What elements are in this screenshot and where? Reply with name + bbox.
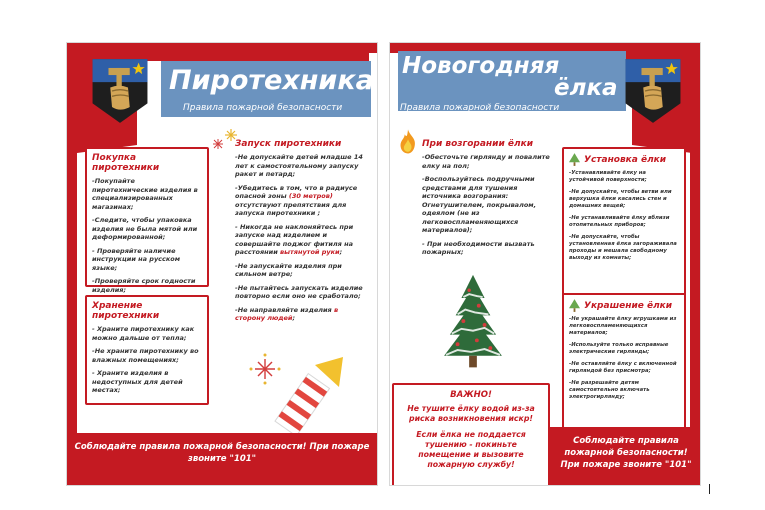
footer-banner	[550, 427, 701, 485]
ignition-item: - При необходимости вызвать пожарных;	[422, 239, 535, 256]
decoration-item: -Не оставляйте ёлку с включенной гирляндой без присмотра;	[569, 361, 677, 374]
crest-emblem-icon	[622, 55, 684, 127]
danger-radius-highlight: (30 метров)	[288, 192, 333, 200]
launch-item: -Убедитесь в том, что в радиусе опасной зоны (30 метров) отсутствуют препятствия для запуска пиротехники ;	[235, 183, 358, 217]
tree-mini-icon	[569, 153, 580, 166]
storage-title: Хранение пиротехники	[92, 301, 160, 321]
purchase-title: Покупка пиротехники	[92, 153, 160, 173]
footer-text: Соблюдайте правила пожарной безопасности! При пожаре звоните "101"	[560, 436, 692, 470]
warning-title: ВАЖНО!	[450, 390, 492, 400]
storage-item: - Храните изделия в недоступных для детей местах;	[92, 369, 183, 394]
installation-item: -Не устанавливайте ёлку вблизи отопительных приборов;	[569, 215, 670, 228]
ignition-item: -Воспользуйтесь подручными средствами для тушения источника возгорания: Огнетушителем, покрывалом, одеялом (не из легковоспламеняющихся материалов);	[422, 175, 537, 234]
ignition-item: -Обесточьте гирлянду и повалите елку на пол;	[422, 153, 550, 170]
purchase-item: - Проверяйте наличие инструкции на русском языке;	[92, 246, 181, 272]
warning-text: Если ёлка не поддается тушению - покиньте помещение и вызовите пожарную службу!	[416, 430, 526, 469]
footer-text: Соблюдайте правила пожарной безопасности! При пожаре звоните "101"	[74, 442, 370, 464]
purchase-item: -Покупайте пиротехнические изделия в специализированных магазинах;	[92, 177, 198, 211]
decoration-item: -Не разрешайте детям самостоятельно включать электрогирлянду;	[569, 380, 650, 400]
page-title-line2: ёлка	[554, 75, 618, 101]
top-red-stripe	[67, 43, 377, 53]
page-subtitle: Правила пожарной безопасности	[183, 103, 343, 113]
storage-item: -Не храните пиротехнику во влажных помещениях;	[92, 347, 199, 364]
installation-item: -Устанавливайте ёлку на устойчивой поверхности;	[569, 170, 647, 183]
decoration-title: Украшение ёлки	[584, 300, 673, 311]
page-title-line1: Новогодняя	[402, 53, 560, 79]
christmas-tree-icon	[434, 271, 512, 377]
left-red-stripe	[67, 43, 77, 485]
storage-panel	[85, 295, 209, 405]
ignition-title: При возгорании ёлки	[422, 139, 533, 149]
warning-panel	[392, 383, 550, 486]
launch-item: -Не направляйте изделия в сторону людей;	[235, 305, 339, 322]
launch-item: -Не пытайтесь запускать изделие повторно если оно не сработало;	[235, 283, 363, 300]
installation-title: Установка ёлки	[584, 154, 667, 165]
launch-item: -Не допускайте детей младше 14 лет к самостоятельному запуску ракет и петард;	[235, 153, 363, 178]
decoration-item: -Используйте только исправные электрические гирлянды;	[569, 342, 669, 355]
installation-item: -Не допускайте, чтобы ветви или верхушка ёлки касались стен и домашних вещей;	[569, 189, 672, 209]
tree-mini-icon	[569, 299, 580, 312]
decoration-panel	[562, 293, 686, 429]
footer-banner	[67, 433, 377, 485]
installation-panel	[562, 147, 686, 297]
launch-section	[235, 139, 369, 328]
ignition-section	[422, 139, 550, 262]
new-year-tree-poster	[389, 42, 701, 486]
installation-item: -Не допускайте, чтобы установленная ёлка загораживала проходы и мешала свободному выходу из комнаты;	[569, 234, 677, 261]
launch-title: Запуск пиротехники	[235, 139, 342, 149]
purchase-item: -Проверяйте срок годности изделия;	[92, 277, 196, 294]
launch-item: - Никогда не наклоняйтесь при запуске над изделием и совершайте поджог фитиля на расстоянии вытянутой руки;	[235, 222, 354, 256]
storage-item: - Храните пиротехнику как можно дальше от тепла;	[92, 325, 195, 342]
pyrotechnics-poster	[66, 42, 378, 486]
warning-text: Не тушите ёлку водой из-за риска возникновения искр!	[407, 404, 535, 423]
page-title: Пиротехника	[169, 65, 374, 96]
decoration-item: -Не украшайте ёлку игрушками из легковоспламеняющихся материалов;	[569, 316, 677, 336]
purchase-panel	[85, 147, 209, 294]
purchase-item: -Следите, чтобы упаковка изделия не была мятой или деформированной;	[92, 216, 198, 241]
arm-length-highlight: вытянутой руки	[280, 248, 340, 256]
crest-emblem-icon	[89, 55, 151, 127]
launch-item: -Не запускайте изделия при сильном ветре;	[235, 261, 342, 278]
people-direction-highlight: в сторону людей	[235, 305, 339, 322]
page-edge-mark	[709, 484, 710, 494]
page-subtitle: Правила пожарной безопасности	[400, 103, 560, 113]
fire-icon	[398, 127, 418, 155]
